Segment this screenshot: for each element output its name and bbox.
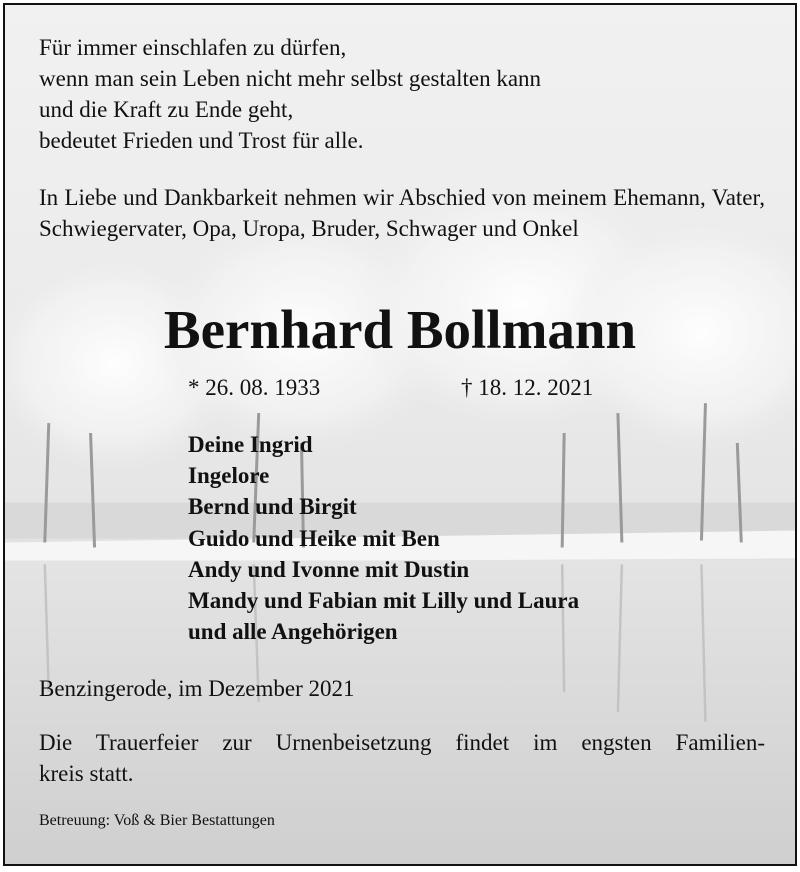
deceased-name: Bernhard Bollmann xyxy=(163,299,637,360)
mourner: Deine Ingrid xyxy=(188,432,313,457)
verse-line: wenn man sein Leben nicht mehr selbst gestalten kann xyxy=(39,66,542,91)
birth-date: * 26. 08. 1933 xyxy=(188,375,321,400)
mourner: Ingelore xyxy=(188,463,270,489)
verse-line: und die Kraft zu Ende geht, xyxy=(39,97,294,122)
funeral-home-credit: Betreuung: Voß & Bier Bestattungen xyxy=(39,812,275,829)
obituary-notice xyxy=(3,3,797,866)
mourner: und alle Angehörigen xyxy=(188,619,398,645)
mourner: Bernd und Birgit xyxy=(188,494,357,520)
ceremony-line: Die Trauerfeier zur Urnenbeisetzung findet im engsten Familien- xyxy=(39,730,765,755)
mourner: Mandy und Fabian mit Lilly und Laura xyxy=(188,588,580,614)
mourner: Guido und Heike mit Ben xyxy=(188,525,440,551)
mourners-list xyxy=(188,429,579,647)
mourner: Andy und Ivonne mit Dustin xyxy=(188,556,470,582)
ceremony-line: kreis statt. xyxy=(39,761,134,786)
verse-line: Für immer einschlafen zu dürfen, xyxy=(39,35,347,60)
place-and-date: Benzingerode, im Dezember 2021 xyxy=(39,676,355,701)
verse xyxy=(39,32,541,156)
verse-line: bedeutet Frieden und Trost für alle. xyxy=(39,128,364,153)
farewell-intro: In Liebe und Dankbarkeit nehmen wir Abschied von meinem Ehemann, Vater, Schwiegervater, Opa, Uropa, Bruder, Schwager und Onkel xyxy=(39,185,765,241)
ceremony-note xyxy=(39,727,765,789)
death-date: † 18. 12. 2021 xyxy=(461,375,594,400)
